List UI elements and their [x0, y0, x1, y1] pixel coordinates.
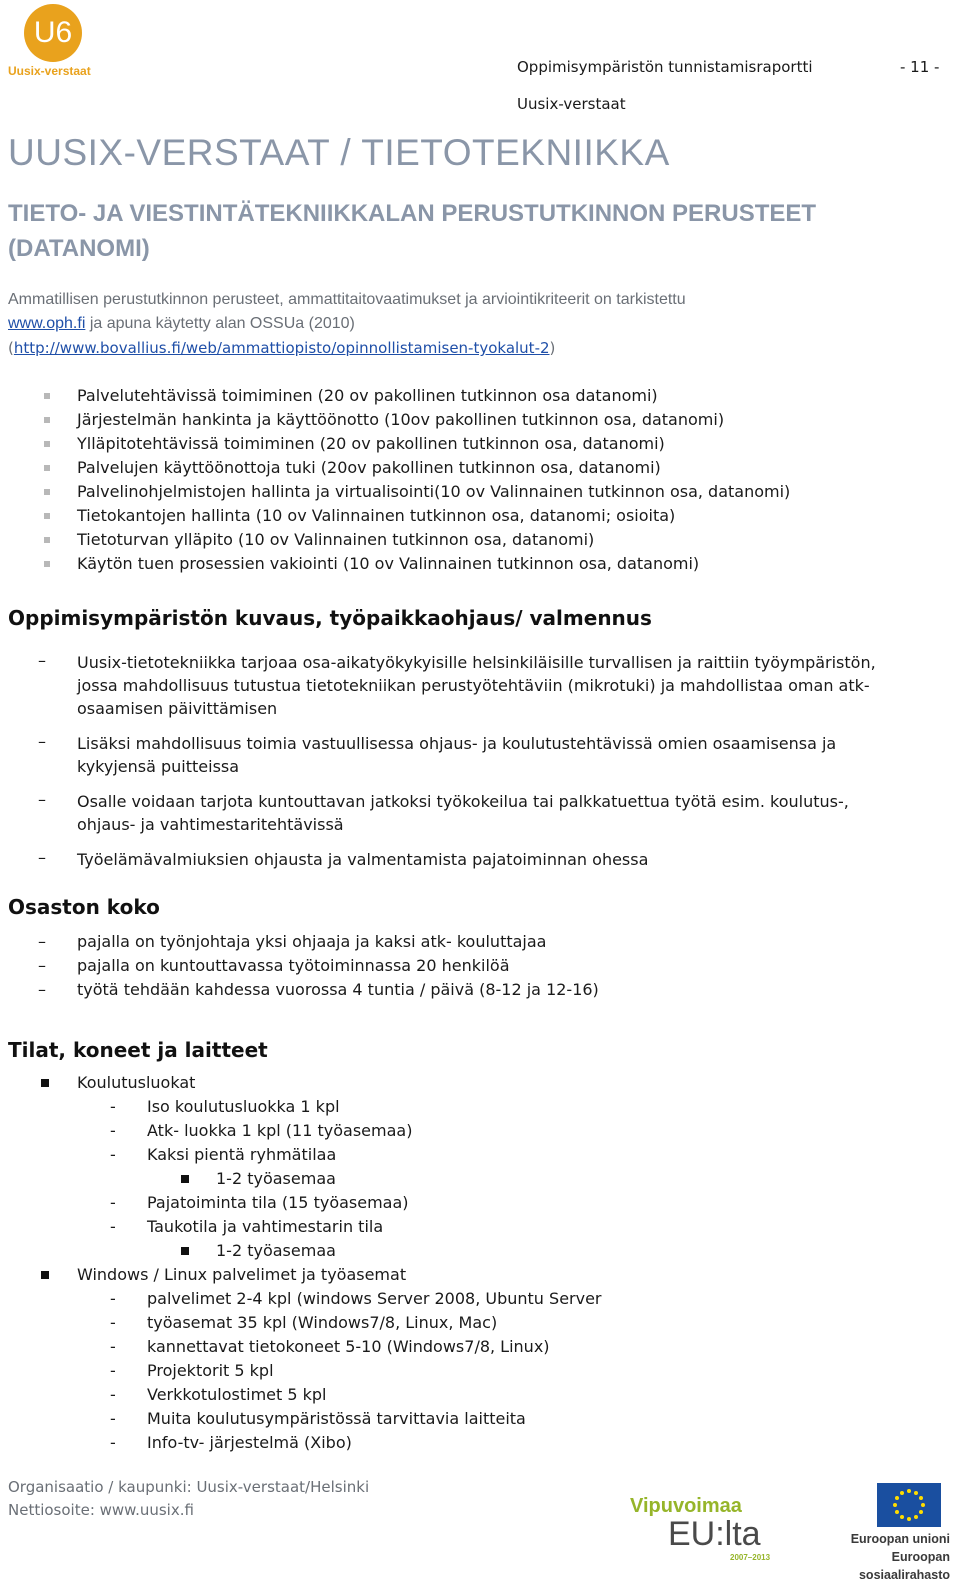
report-title: Oppimisympäristön tunnistamisraportti — [517, 58, 813, 76]
list-item: Ylläpitotehtävissä toimiminen (20 ov pakollinen tutkinnon osa, datanomi) — [0, 432, 960, 456]
sub-list-item: - Muita koulutusympäristössä tarvittavia laitteita — [110, 1409, 526, 1428]
sub-list-item: - työasemat 35 kpl (Windows7/8, Linux, Mac) — [110, 1313, 498, 1332]
uusix-logo — [8, 4, 91, 78]
list-item: Koulutusluokat — [0, 1071, 960, 1095]
list-item: Windows / Linux palvelimet ja työasemat — [0, 1263, 960, 1287]
header-organization: Uusix-verstaat — [517, 95, 626, 113]
paren-close: ) — [549, 339, 556, 357]
sub-list-item: - Projektorit 5 kpl — [110, 1361, 274, 1380]
sub-list-item: - Verkkotulostimet 5 kpl — [110, 1385, 327, 1404]
list-item: Palvelinohjelmistojen hallinta ja virtualisointi(10 ov Valinnainen tutkinnon osa, datanomi) — [0, 480, 960, 504]
page-number: - 11 - — [900, 58, 940, 76]
list-item: Tietoturvan ylläpito (10 ov Valinnainen tutkinnon osa, datanomi) — [0, 528, 960, 552]
sub-list-item: - palvelimet 2-4 kpl (windows Server 2008, Ubuntu Server — [110, 1289, 602, 1308]
square-bullet-icon — [181, 1175, 189, 1183]
square-bullet-icon — [44, 465, 50, 471]
size-list — [0, 930, 960, 1002]
intro-text-1: Ammatillisen perustutkinnon perusteet, ammattitaitovaatimukset ja arviointikriteerit on tarkistettu — [8, 291, 686, 308]
list-item: – työtä tehdään kahdessa vuorossa 4 tuntia / päivä (8-12 ja 12-16) — [38, 980, 599, 999]
list-item: Järjestelmän hankinta ja käyttöönotto (10ov pakollinen tutkinnon osa, datanomi) — [0, 408, 960, 432]
square-bullet-icon — [181, 1247, 189, 1255]
sub-list-item: - Pajatoiminta tila (15 työasemaa) — [110, 1193, 409, 1212]
list-item: Palvelutehtävissä toimiminen (20 ov pakollinen tutkinnon osa datanomi) — [0, 384, 960, 408]
list-item: – Työelämävalmiuksien ohjausta ja valmentamista pajatoiminnan ohessa — [38, 848, 649, 869]
square-bullet-icon — [44, 513, 50, 519]
square-bullet-icon — [44, 537, 50, 543]
paren-open: ( — [8, 339, 14, 357]
list-item: – Lisäksi mahdollisuus toimia vastuullisessa ohjaus- ja koulutustehtävissä omien osaamisensa ja kykyjensä puitteissa — [38, 732, 837, 776]
footer-organization: Organisaatio / kaupunki: Uusix-verstaat/Helsinki — [8, 1478, 370, 1496]
square-bullet-icon — [41, 1271, 49, 1279]
list-item: – pajalla on työnjohtaja yksi ohjaaja ja kaksi atk- kouluttajaa — [38, 932, 547, 951]
square-bullet-icon — [44, 561, 50, 567]
eu-flag-icon — [877, 1483, 941, 1527]
page-subtitle: TIETO- JA VIESTINTÄTEKNIIKKALAN PERUSTUTKINNON PERUSTEET (DATANOMI) — [8, 200, 817, 262]
list-item: Palvelujen käyttöönottoja tuki (20ov pakollinen tutkinnon osa, datanomi) — [0, 456, 960, 480]
sub-list-item: - Iso koulutusluokka 1 kpl — [110, 1097, 340, 1116]
eu-text: Euroopan unioni Euroopan sosiaalirahasto — [850, 1532, 950, 1582]
vipuvoimaa-logo: Vipuvoimaa EU:lta 2007–2013 — [630, 1495, 771, 1562]
units-list — [0, 384, 960, 576]
list-item: Tietokantojen hallinta (10 ov Valinnainen tutkinnon osa, datanomi; osioita) — [0, 504, 960, 528]
logo-mark: U6 — [24, 4, 82, 62]
square-bullet-icon — [44, 417, 50, 423]
section-heading-environment: Oppimisympäristön kuvaus, työpaikkaohjaus/ valmennus — [8, 606, 652, 630]
square-bullet-icon — [41, 1079, 49, 1087]
square-bullet-icon — [44, 393, 50, 399]
oph-link[interactable]: www.oph.fi — [8, 315, 86, 332]
list-item: – Uusix-tietotekniikka tarjoaa osa-aikatyökykyisille helsinkiläisille turvallisen ja raittiin työympäristön, jossa mahdollisuus tutustua tietotekniikan perustyötehtäviin (mikrotuki) ja mahdollistaa oman atk-osaamisen päivittämisen — [38, 651, 876, 718]
sub-list-item: - Taukotila ja vahtimestarin tila — [110, 1217, 384, 1236]
list-item: Käytön tuen prosessien vakiointi (10 ov Valinnainen tutkinnon osa, datanomi) — [0, 552, 960, 576]
sub-list-item: - Atk- luokka 1 kpl (11 työasemaa) — [110, 1121, 413, 1140]
section-heading-facilities: Tilat, koneet ja laitteet — [8, 1038, 268, 1062]
facilities-list — [0, 1071, 960, 1455]
page-title: UUSIX-VERSTAAT / TIETOTEKNIIKKA — [8, 132, 670, 173]
list-item: – Osalle voidaan tarjota kuntouttavan jatkoksi työkokeilua tai palkkatuettua työtä esim. koulutus-, ohjaus- ja vahtimestaritehtävissä — [38, 790, 849, 834]
environment-list — [0, 651, 960, 883]
sub-list-item: - Info-tv- järjestelmä (Xibo) — [110, 1433, 352, 1452]
sub-sub-list-item: 1-2 työasemaa — [0, 1239, 960, 1263]
intro-text-2: ja apuna käytetty alan OSSUa (2010) — [85, 315, 355, 332]
sub-list-item: - Kaksi pientä ryhmätilaa — [110, 1145, 337, 1164]
logo-text: Uusix-verstaat — [8, 64, 91, 78]
sub-list-item: - kannettavat tietokoneet 5-10 (Windows7/8, Linux) — [110, 1337, 550, 1356]
section-heading-size: Osaston koko — [8, 895, 160, 919]
square-bullet-icon — [44, 489, 50, 495]
sub-sub-list-item: 1-2 työasemaa — [0, 1167, 960, 1191]
bovallius-link[interactable]: http://www.bovallius.fi/web/ammattiopisto/opinnollistamisen-tyokalut-2 — [13, 339, 550, 357]
square-bullet-icon — [44, 441, 50, 447]
footer-website: Nettiosoite: www.uusix.fi — [8, 1501, 194, 1519]
list-item: – pajalla on kuntouttavassa työtoiminnassa 20 henkilöä — [38, 956, 510, 975]
intro-paragraph — [8, 288, 938, 361]
